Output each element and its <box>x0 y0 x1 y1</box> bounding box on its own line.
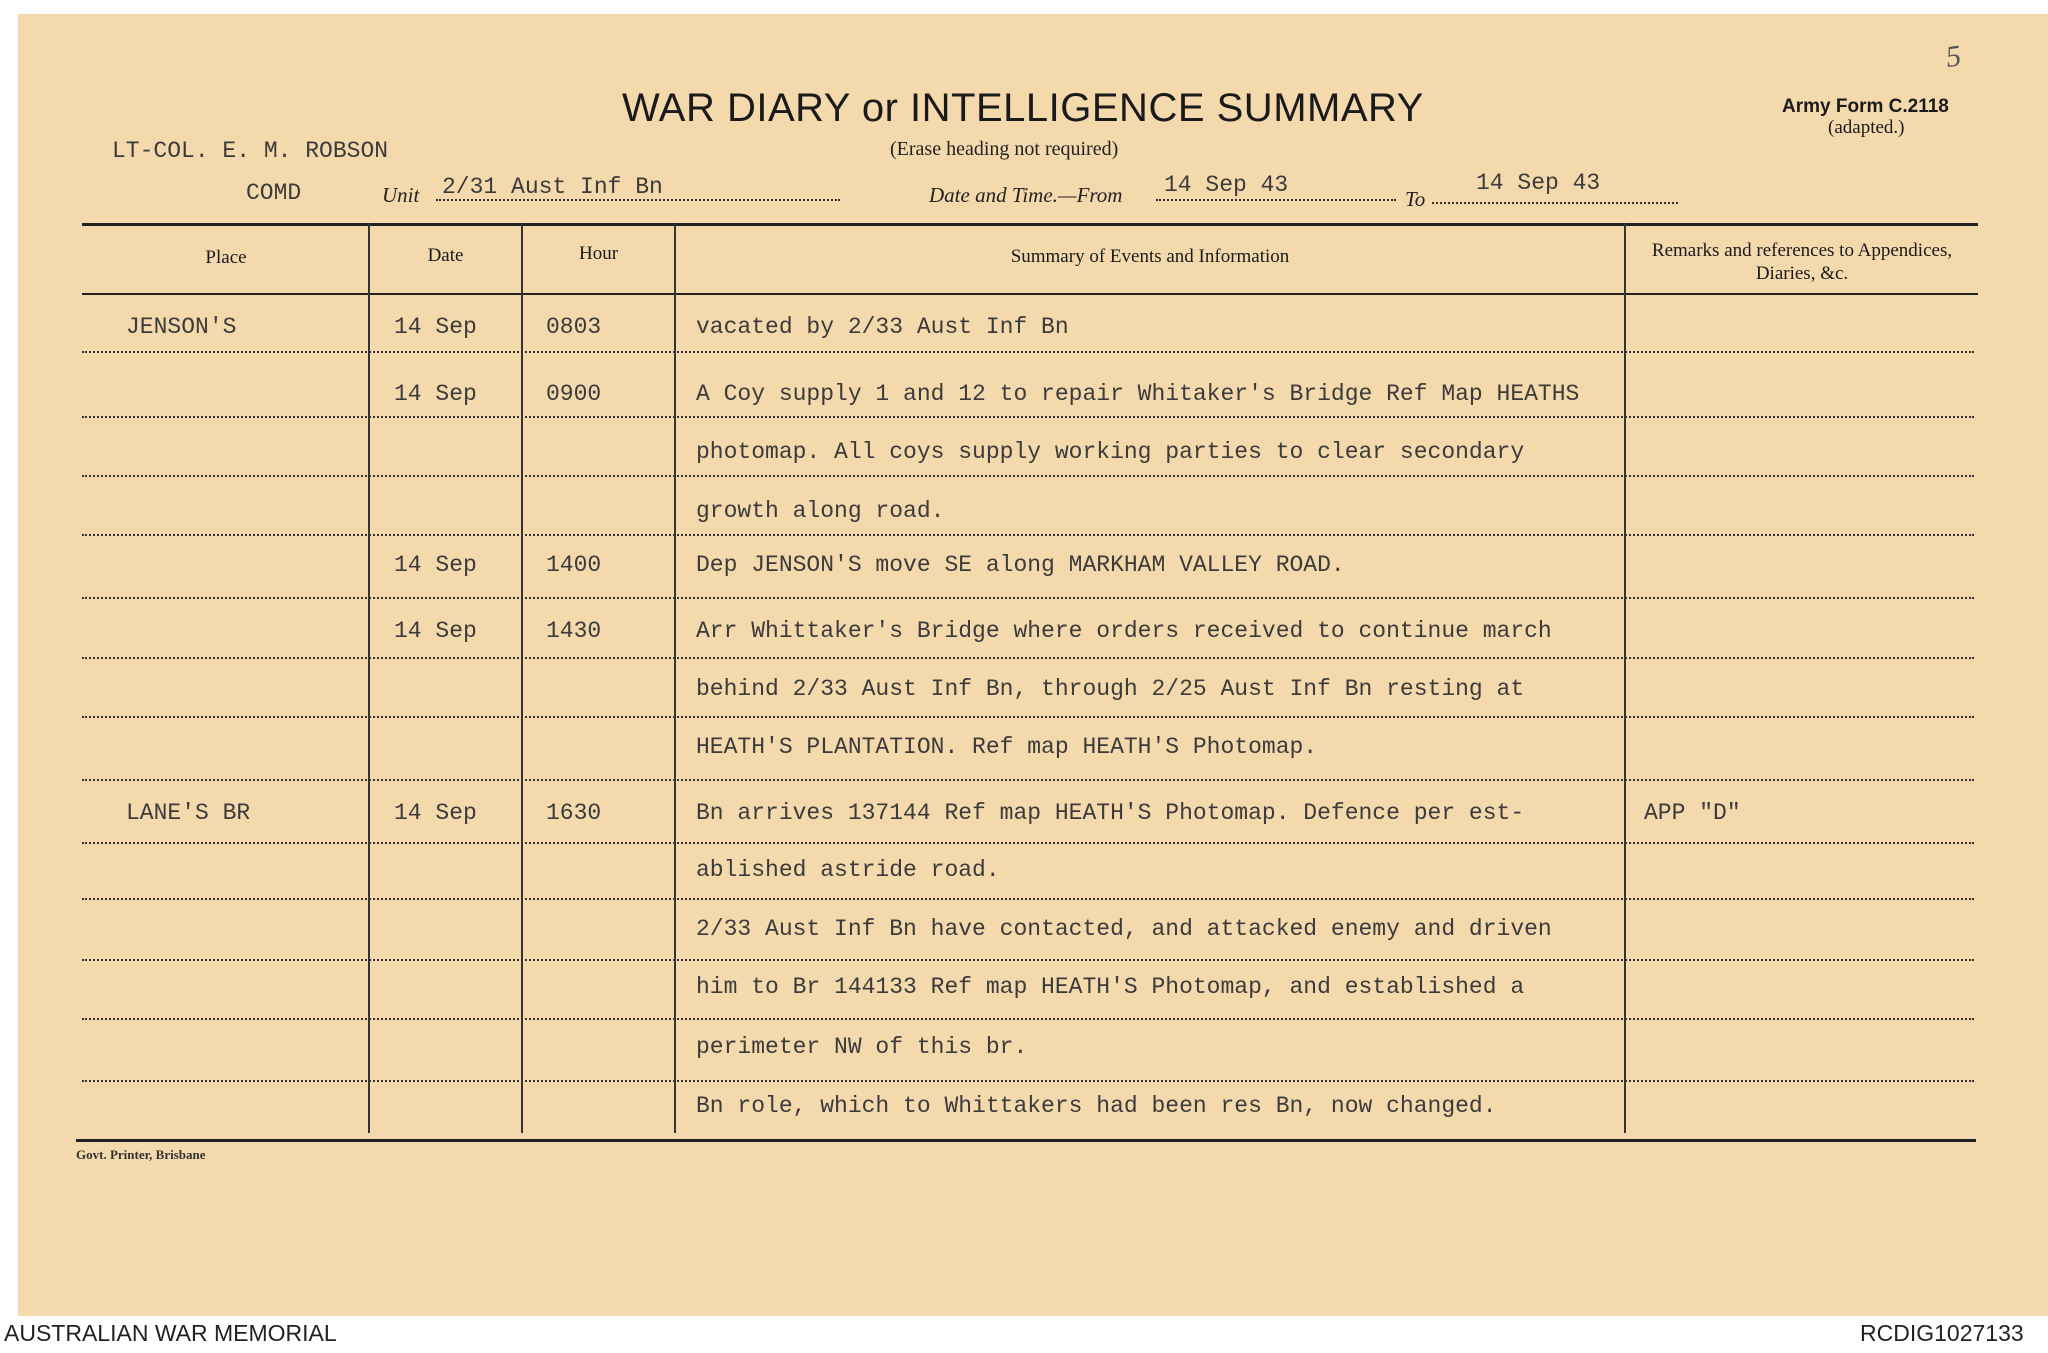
row-rule <box>82 898 1974 900</box>
column-divider-place <box>368 223 370 1133</box>
row-summary: 2/33 Aust Inf Bn have contacted, and attacked enemy and driven <box>696 916 1552 942</box>
page-number: 5 <box>1943 39 1964 74</box>
row-place: LANE'S BR <box>126 800 251 826</box>
date-from-underline <box>1156 199 1396 201</box>
table-top-rule <box>82 223 1978 226</box>
row-hour: 1430 <box>546 618 602 644</box>
row-summary: him to Br 144133 Ref map HEATH'S Photomap, and established a <box>696 974 1525 1000</box>
table-header-rule <box>82 293 1978 295</box>
table-bottom-rule <box>76 1139 1976 1142</box>
army-form-adapted: (adapted.) <box>1828 117 1905 138</box>
row-summary: behind 2/33 Aust Inf Bn, through 2/25 Aust Inf Bn resting at <box>696 676 1525 702</box>
date-to-underline <box>1432 202 1678 204</box>
row-rule <box>82 597 1974 599</box>
row-rule <box>82 1080 1974 1082</box>
form-subtitle: (Erase heading not required) <box>890 138 1119 160</box>
column-header-date: Date <box>427 245 464 266</box>
row-rule <box>82 1018 1974 1020</box>
date-to-label: To <box>1405 187 1426 211</box>
row-date: 14 Sep <box>394 552 477 578</box>
row-place: JENSON'S <box>126 314 237 340</box>
row-rule <box>82 475 1974 477</box>
row-summary: growth along road. <box>696 498 945 524</box>
row-summary: Dep JENSON'S move SE along MARKHAM VALLEY ROAD. <box>696 552 1345 578</box>
column-header-hour: Hour <box>578 243 619 264</box>
row-rule <box>82 842 1974 844</box>
row-rule <box>82 657 1974 659</box>
column-divider-summary <box>1624 223 1626 1133</box>
commander-role: COMD <box>246 180 302 206</box>
row-hour: 1400 <box>546 552 602 578</box>
commander-name: LT-COL. E. M. ROBSON <box>112 138 389 164</box>
date-to-value: 14 Sep 43 <box>1476 170 1601 196</box>
row-date: 14 Sep <box>394 618 477 644</box>
row-rule <box>82 416 1974 418</box>
row-summary: photomap. All coys supply working parties to clear secondary <box>696 439 1525 465</box>
unit-label: Unit <box>382 183 420 207</box>
row-summary: Bn role, which to Whittakers had been res Bn, now changed. <box>696 1093 1497 1119</box>
row-rule <box>82 959 1974 961</box>
column-header-summary: Summary of Events and Information <box>1010 246 1290 267</box>
unit-value: 2/31 Aust Inf Bn <box>442 174 663 200</box>
row-rule <box>82 351 1974 353</box>
date-from-value: 14 Sep 43 <box>1164 172 1289 198</box>
column-header-place: Place <box>205 247 247 268</box>
row-summary: perimeter NW of this br. <box>696 1034 1028 1060</box>
row-date: 14 Sep <box>394 381 477 407</box>
footer-item-id: RCDIG1027133 <box>1860 1320 2024 1346</box>
diary-page <box>18 14 2048 1316</box>
column-divider-date <box>521 223 523 1133</box>
row-rule <box>82 779 1974 781</box>
row-date: 14 Sep <box>394 800 477 826</box>
row-hour: 1630 <box>546 800 602 826</box>
row-rule <box>82 534 1974 536</box>
footer-institution: AUSTRALIAN WAR MEMORIAL <box>4 1320 337 1346</box>
printer-imprint: Govt. Printer, Brisbane <box>76 1147 206 1162</box>
column-header-remarks: Remarks and references to Appendices, Diaries, &c. <box>1651 240 1953 284</box>
row-rule <box>82 716 1974 718</box>
row-summary: ablished astride road. <box>696 857 1000 883</box>
row-date: 14 Sep <box>394 314 477 340</box>
row-summary: Arr Whittaker's Bridge where orders received to continue march <box>696 618 1552 644</box>
date-from-label: Date and Time.—From <box>929 183 1123 207</box>
row-summary: vacated by 2/33 Aust Inf Bn <box>696 314 1069 340</box>
row-remarks: APP "D" <box>1644 800 1741 826</box>
army-form-number: Army Form C.2118 <box>1782 96 1949 117</box>
row-summary: Bn arrives 137144 Ref map HEATH'S Photomap. Defence per est- <box>696 800 1525 826</box>
row-hour: 0900 <box>546 381 602 407</box>
form-title: WAR DIARY or INTELLIGENCE SUMMARY <box>622 86 1424 130</box>
row-summary: A Coy supply 1 and 12 to repair Whitaker's Bridge Ref Map HEATHS <box>696 381 1580 407</box>
unit-underline <box>436 199 840 201</box>
column-divider-hour <box>674 223 676 1133</box>
row-hour: 0803 <box>546 314 602 340</box>
row-summary: HEATH'S PLANTATION. Ref map HEATH'S Photomap. <box>696 734 1318 760</box>
